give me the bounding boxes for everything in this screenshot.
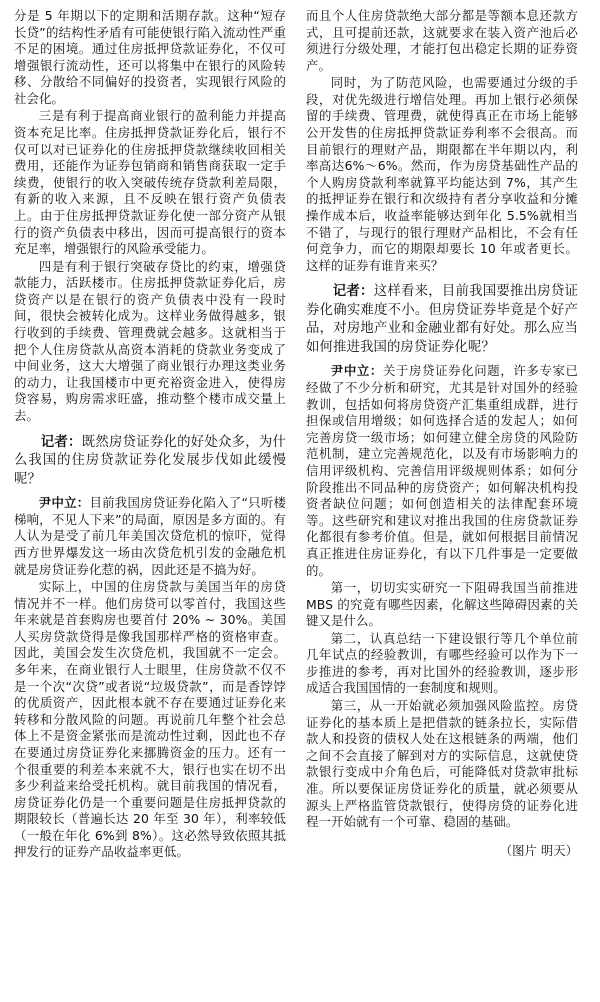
interview-question (306, 283, 578, 357)
question-text: 这样看来，目前我国要推出房贷证券化确实难度不小。但房贷证券毕竟是个好产品，对房地产业和金融业都有好处。那么应当如何推进我国的房贷证券化呢？ (306, 284, 578, 355)
paragraph: 分是 5 年期以下的定期和活期存款。这种“短存长贷”的结构性矛盾有可能使银行陷入流动性严重不足的困境。通过住房抵押贷款证券化，不仅可增强银行流动性，还可以将集中在银行的风险转移、分散给不同偏好的投资者，实现银行风险的社会化。 (14, 8, 286, 106)
answer-paragraph (306, 363, 578, 579)
paragraph: 三是有利于提高商业银行的盈利能力并提高资本充足比率。住房抵押贷款证券化后，银行不仅可以对已证券化的住房抵押贷款继续收回相关费用，还能作为证券包销商和销售商获取一定手续费，使银行的收入突破传统存贷款利差局限，有新的收入来源，且不反映在银行资产负债表上。由于住房抵押贷款证券化使一部分资产从银行的资产负债表中移出，因而可提高银行的资本充足率，增强银行的风险承受能力。 (14, 108, 286, 257)
right-column (306, 8, 578, 968)
answer-paragraph (14, 495, 286, 578)
speaker-label: 尹中立： (38, 495, 90, 511)
paragraph: 第一，切切实实研究一下阻碍我国当前推进 MBS 的究竟有哪些因素，化解这些障碍因素的关键又是什么。 (306, 580, 578, 629)
two-column-layout (14, 8, 586, 968)
paragraph: 第三，从一开始就必须加强风险监控。房贷证券化的基本质上是把借款的链条拉长，实际借款人和投资的债权人处在这根链条的两端，他们之间不会直接了解到对方的实际信息，这就使贷款银行变成中介角色后，可能降低对贷款审批标准。所以要保证房贷证券化的质量，就必须要从源头上严格监管贷款银行，使得房贷的证券化进程一开始就有一个可靠、稳固的基础。 (306, 697, 578, 830)
interview-answer (14, 495, 286, 578)
question-paragraph (14, 434, 286, 490)
speaker-label: 记者： (40, 434, 82, 450)
question-text: 既然房贷证券化的好处众多，为什么我国的住房贷款证券化发展步伐如此缓慢呢？ (14, 434, 286, 487)
paragraph: 同时，为了防范风险，也需要通过分级的手段，对优先级进行增信处理。再加上银行必须保留的手续费、管理费，就使得真正在市场上能够公开发售的住房抵押贷款证券利率不会很高。而目前银行的理财产品，期限都在半年期以内，利率高达6%～6%。然而，作为房贷基础性产品的个人购房贷款利率就算平均能达到 7%，其产生的抵押证券在银行和次级持有者分享收益和分摊操作成本后，收益率能够达到年化 5.5%就相当不错了，与现行的银行理财产品相比，不会有任何竞争力，而它的期限却要长 10 年或者更长。这样的证券有谁肯来买？ (306, 75, 578, 273)
paragraph: 而且个人住房贷款绝大部分都是等额本息还款方式，且可提前还款，这就要求在装入资产池后必须进行分级处理，才能打包出稳定长期的证券资产。 (306, 8, 578, 73)
interview-answer (306, 363, 578, 579)
interview-question (14, 434, 286, 490)
paragraph: 实际上，中国的住房贷款与美国当年的房贷情况并不一样。他们房贷可以零首付，我国这些年来就是首套购房也要首付 20% ~ 30%。美国人买房贷款贷得是像我国那样严格的资格审查。因此，美国会发生次贷危机，我国就不一定会。多年来，在商业银行人士眼里，住房贷款不仅不是一个次“次贷”或者说“垃圾贷款”，而是香饽饽的优质资产，因此根本就不存在要通过证券化来转移和分散风险的问题。再说前几年整个社会总体上不是资金紧张而是流动性过剩，因此也不存在要通过房贷证券化来挪腾资金的压力。还有一个很重要的利差本来就不大，银行也实在切不出多少利益来给受托机构。就目前我国的情况看，房贷证券化仍是一个重要问题是住房抵押贷款的期限较长（普遍长达 20 年至 30 年），利率较低（一般在年化 6%到 8%）。这必然导致依照其抵押发行的证券产品收益率更低。 (14, 578, 286, 860)
speaker-label: 记者： (332, 284, 374, 300)
paragraph: 四是有利于银行突破存贷比的约束，增强贷款能力，活跃楼市。住房抵押贷款证券化后，房贷资产以是在银行的资产负债表中没有一段时间，很快会被转化成为。这样业务做得越多，银行收到的手续费、管理费就会越多。这就相当于把个人住房贷款从高资本消耗的贷款业务变成了中间业务，这大大增强了商业银行办理这类业务的动力，让我国楼市中更充裕资金进入，使得房贷容易，购房需求旺盛，推动整个楼市成交量上去。 (14, 258, 286, 424)
answer-text: 目前我国房贷证券化陷入了“只听楼梯响，不见人下来”的局面，原因是多方面的。有人认为是受了前几年美国次贷危机的惊吓，觉得西方世界爆发这一场由次贷危机引发的金融危机就是房贷证券化惹的祸，因此还是不搞为好。 (14, 495, 286, 577)
speaker-label: 尹中立： (330, 363, 383, 379)
left-column (14, 8, 286, 968)
question-paragraph (306, 283, 578, 357)
answer-text: 关于房贷证券化问题，许多专家已经做了不少分析和研究，尤其是针对国外的经验教训，包括如何将房贷资产汇集重组成群，进行担保或信用增级；如何选择合适的发起人；如何完善房贷一级市场；如何建立健全房贷的风险防范机制，建立完善规范化，以及有市场影响力的信用评级机构、完善信用评级规则体系；如何分阶段推出不同品种的房贷资产；如何解决机构投资者缺位问题；如何创造相关的法律配套环境等。这些研究和建议对推出我国的住房贷款证券化都很有参考价值。但是，就如何根据目前情况真正推进住房证券化，有以下几件事是一定要做的。 (306, 363, 579, 578)
paragraph: 第二，认真总结一下建设银行等几个单位前几年试点的经验教训，有哪些经验可以作为下一步推进的参考，再对比国外的经验教训，逐步形成适合我国国情的一套制度和规则。 (306, 630, 578, 696)
image-credit: （图片 明天） (499, 842, 578, 858)
